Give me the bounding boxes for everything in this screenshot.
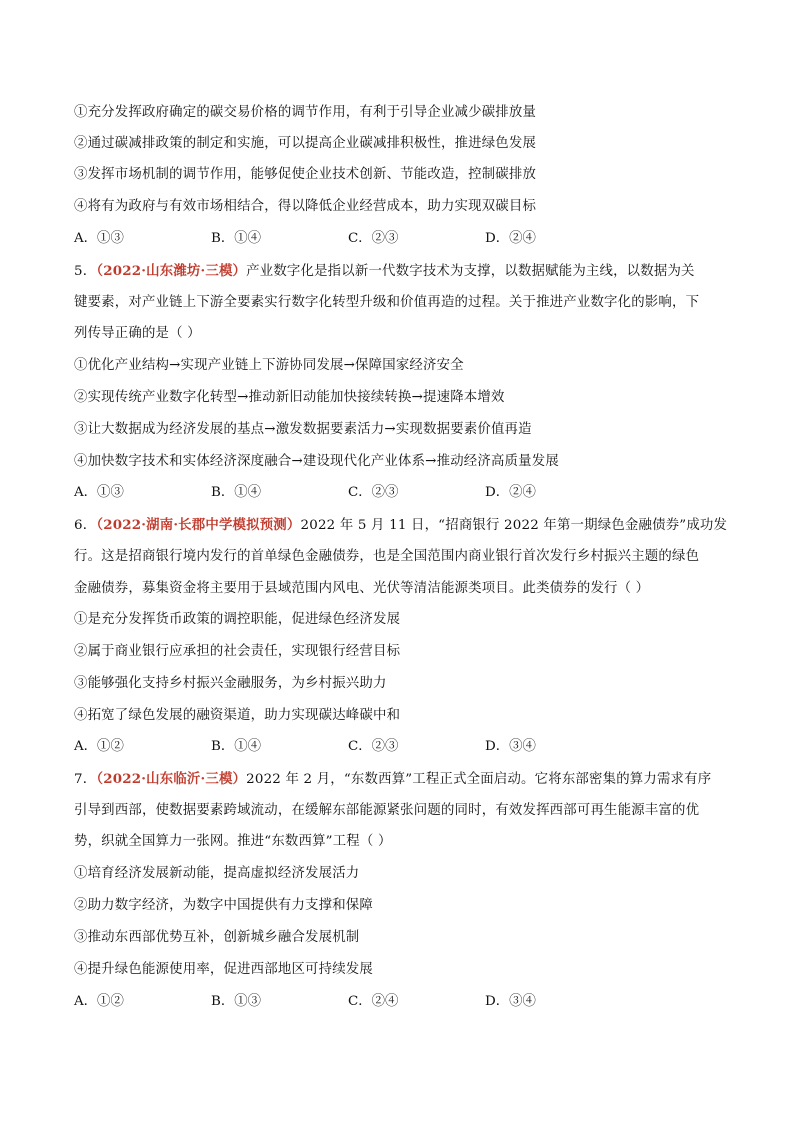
q7-source: （2022·山东临沂·三模） — [96, 771, 247, 787]
q7-option-c: C．②④ — [348, 994, 399, 1009]
q7-item-2: ②助力数字经济，为数字中国提供有力支撑和保障 — [74, 898, 373, 913]
q4-option-a: A．①③ — [74, 231, 124, 246]
q6-option-a: A．①② — [74, 739, 124, 754]
q4-option-d: D．②④ — [485, 231, 536, 246]
q7-option-a: A．①② — [74, 994, 124, 1009]
q5-number: 5． — [74, 264, 97, 279]
q5-stem-line-2: 键要素，对产业链上下游全要素实行数字化转型升级和价值再造的过程。关于推进产业数字化的影响，下 — [74, 295, 700, 310]
q5-option-c: C．②③ — [348, 485, 399, 500]
q6-stem-line-1 — [74, 516, 734, 535]
q4-item-4: ④将有为政府与有效市场相结合，得以降低企业经营成本，助力实现双碳目标 — [74, 199, 537, 214]
q6-option-d: D．③④ — [485, 739, 536, 754]
q4-option-b: B．①④ — [211, 231, 262, 246]
q4-item-1: ①充分发挥政府确定的碳交易价格的调节作用，有利于引导企业减少碳排放量 — [74, 105, 537, 120]
q5-item-2: ②实现传统产业数字化转型→推动新旧动能加快接续转换→提速降本增效 — [74, 390, 505, 405]
q5-item-1: ①优化产业结构→实现产业链上下游协同发展→保障国家经济安全 — [74, 358, 464, 373]
q7-option-d: D．③④ — [485, 994, 536, 1009]
q7-item-4: ④提升绿色能源使用率，促进西部地区可持续发展 — [74, 962, 373, 977]
q6-stem-line-2: 行。这是招商银行境内发行的首单绿色金融债券，也是全国范围内商业银行首次发行乡村振兴主题的绿色 — [74, 549, 700, 564]
q7-stem-text-1: 2022 年 2 月，“东数西算”工程正式全面启动。它将东部密集的算力需求有序 — [246, 772, 712, 787]
q5-option-d: D．②④ — [485, 485, 536, 500]
q6-option-b: B．①④ — [211, 739, 262, 754]
q6-item-4: ④拓宽了绿色发展的融资渠道，助力实现碳达峰碳中和 — [74, 708, 401, 723]
q6-item-1: ①是充分发挥货币政策的调控职能，促进绿色经济发展 — [74, 612, 401, 627]
q4-option-c: C．②③ — [348, 231, 399, 246]
q5-source: （2022·山东潍坊·三模） — [96, 263, 247, 279]
q5-option-b: B．①④ — [211, 485, 262, 500]
q7-stem-line-2: 引导到西部，使数据要素跨域流动，在缓解东部能源紧张问题的同时，有效发挥西部可再生能源丰富的优 — [74, 803, 700, 818]
q6-stem-line-3: 金融债券，募集资金将主要用于县域范围内风电、光伏等清洁能源类项目。此类债券的发行（ ） — [74, 581, 650, 596]
q6-item-3: ③能够强化支持乡村振兴金融服务，为乡村振兴助力 — [74, 676, 387, 691]
q7-item-1: ①培育经济发展新动能，提高虚拟经济发展活力 — [74, 866, 360, 881]
q7-stem-line-3: 势，织就全国算力一张网。推进“东数西算”工程（ ） — [74, 834, 392, 849]
q4-item-3: ③发挥市场机制的调节作用，能够促使企业技术创新、节能改造，控制碳排放 — [74, 167, 537, 182]
q4-item-2: ②通过碳减排政策的制定和实施，可以提高企业碳减排积极性，推进绿色发展 — [74, 136, 537, 151]
q7-stem-line-1 — [74, 770, 734, 789]
q5-item-3: ③让大数据成为经济发展的基点→激发数据要素活力→实现数据要素价值再造 — [74, 422, 532, 437]
q6-source: （2022·湖南·长郡中学模拟预测） — [96, 517, 301, 533]
q6-number: 6． — [74, 518, 97, 533]
q5-stem-line-3: 列传导正确的是（ ） — [74, 326, 201, 341]
q5-stem-text-1: 产业数字化是指以新一代数字技术为支撑，以数据赋能为主线，以数据为关 — [246, 264, 695, 279]
q5-option-a: A．①③ — [74, 485, 124, 500]
q7-number: 7． — [74, 772, 97, 787]
q6-item-2: ②属于商业银行应承担的社会责任，实现银行经营目标 — [74, 644, 401, 659]
q5-item-4: ④加快数字技术和实体经济深度融合→建设现代化产业体系→推动经济高质量发展 — [74, 454, 559, 469]
q7-option-b: B．①③ — [211, 994, 262, 1009]
q6-option-c: C．②③ — [348, 739, 399, 754]
q5-stem-line-1 — [74, 262, 734, 281]
q6-stem-text-1: 2022 年 5 月 11 日，“招商银行 2022 年第一期绿色金融债券”成功发 — [300, 518, 728, 533]
q7-item-3: ③推动东西部优势互补，创新城乡融合发展机制 — [74, 930, 360, 945]
